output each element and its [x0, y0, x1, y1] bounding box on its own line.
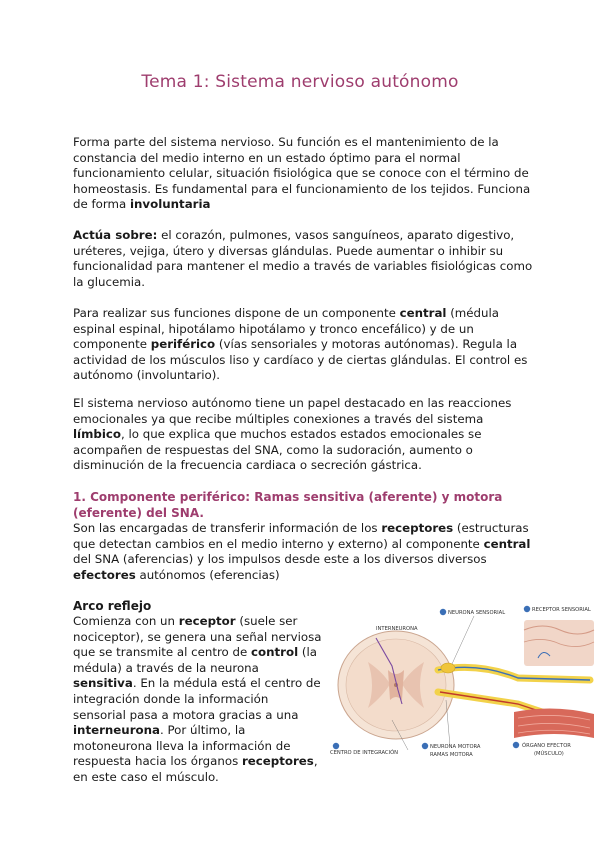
receptor-tissue	[524, 620, 594, 666]
label-centro-integracion: CENTRO DE INTEGRACIÓN	[330, 750, 399, 756]
arco-text-5: . Por último, la motoneurona lleva la información de respuesta hacia los órganos	[73, 723, 291, 769]
emo-text-1: El sistema nervioso autónomo tiene un papel destacado en las reacciones emocionales ya que recibe múltiples conexiones a través del sistema	[73, 396, 512, 426]
spinal-cord-section	[338, 631, 454, 739]
arco-text-1: Comienza con un	[73, 614, 179, 628]
arco-text-6: , en este caso el músculo.	[73, 754, 318, 784]
s1-text-1: Son las encargadas de transferir información de los	[73, 521, 382, 535]
emo-text-2: , lo que explica que muchos estados estados emocionales se acompañen de respuestas del SNA, como la sudoración, aumento o disminución de la frecuencia cardiaca o secreción gástrica.	[73, 427, 482, 473]
emocional-paragraph	[73, 396, 533, 474]
arco-bold-receptor: receptor	[178, 614, 236, 628]
label-receptor-sensorial: RECEPTOR SENSORIAL	[532, 607, 591, 613]
intro-text: Forma parte del sistema nervioso. Su función es el mantenimiento de la constancia del medio interno en un estado óptimo para el normal funcionamiento celular, situación fisiológica que se conoce con el término de homeostasis. Es fundamental para el funcionamiento de los tejidos. Funciona de forma	[73, 135, 531, 212]
arco-text-2: (suele ser nociceptor), se genera una señal nerviosa que se transmite al centro de	[73, 614, 322, 660]
reflex-arc-figure	[328, 600, 598, 770]
comp-text-3: (vías sensoriales y motoras autónomas). Regula la actividad de los músculos liso y cardíaco y de ciertas glándulas. El control es autónomo (involuntario).	[73, 337, 528, 383]
reflex-arc-illustration	[328, 600, 598, 770]
componentes-paragraph	[73, 306, 533, 384]
comp-text-2: (médula espinal espinal, hipotálamo hipotálamo y tronco encefálico) y de un componente	[73, 306, 500, 352]
s1-bold-receptores: receptores	[381, 521, 454, 535]
comp-bold-periferico: periférico	[150, 337, 216, 352]
arco-reflejo-paragraph	[73, 614, 323, 786]
arco-bold-control: control	[251, 645, 299, 660]
effector-muscle	[514, 708, 594, 738]
arco-text-4: . En la médula está el centro de integración donde la información sensorial pasa a motora gracias a una	[73, 676, 321, 722]
section-heading-componente-periferico: 1. Componente periférico: Ramas sensitiva (aferente) y motora (eferente) del SNA.	[73, 490, 503, 520]
intro-paragraph	[73, 135, 533, 213]
comp-bold-central: central	[399, 306, 447, 320]
actua-bold: Actúa sobre:	[73, 228, 158, 242]
arco-bold-sensitiva: sensitiva	[73, 676, 133, 691]
s1-text-2: (estructuras que detectan cambios en el medio interno y externo) al componente	[73, 521, 529, 551]
s1-bold-central: central	[483, 536, 531, 551]
arco-bold-receptores: receptores	[241, 754, 314, 769]
section1-paragraph	[73, 521, 533, 583]
s1-bold-efectores: efectores	[73, 567, 136, 582]
label-ramas-motora: RAMAS MOTORA	[430, 752, 473, 758]
s1-text-3: del SNA (aferencias) y los impulsos desde este a los diversos diversos	[73, 552, 487, 567]
s1-text-4: autónomos (eferencias)	[135, 567, 280, 582]
label-musculo: (MÚSCULO)	[534, 751, 564, 757]
arco-text-3: (la médula) a través de la neurona	[73, 645, 317, 675]
actua-text: el corazón, pulmones, vasos sanguíneos, aparato digestivo, uréteres, vejiga, útero y diversas glándulas. Puede aumentar o inhibir su funcionalidad para mantener el medio a través de variables fisiológicas como la glucemia.	[73, 228, 533, 289]
label-interneurona: INTERNEURONA	[376, 626, 418, 632]
actua-paragraph	[73, 228, 533, 290]
intro-bold-involuntaria: involuntaria	[129, 197, 211, 212]
arco-reflejo-heading: Arco reflejo	[73, 599, 152, 613]
arco-bold-interneurona: interneurona	[73, 723, 160, 738]
label-neurona-sensorial: NEURONA SENSORIAL	[448, 610, 506, 616]
emo-bold-limbico: límbico	[73, 427, 121, 442]
label-neurona-motora: NEURONA MOTORA	[430, 744, 481, 750]
page-title: Tema 1: Sistema nervioso autónomo	[141, 72, 459, 92]
label-organo-efector: ÓRGANO EFECTOR	[522, 743, 571, 749]
comp-text-1: Para realizar sus funciones dispone de un componente	[73, 306, 400, 320]
